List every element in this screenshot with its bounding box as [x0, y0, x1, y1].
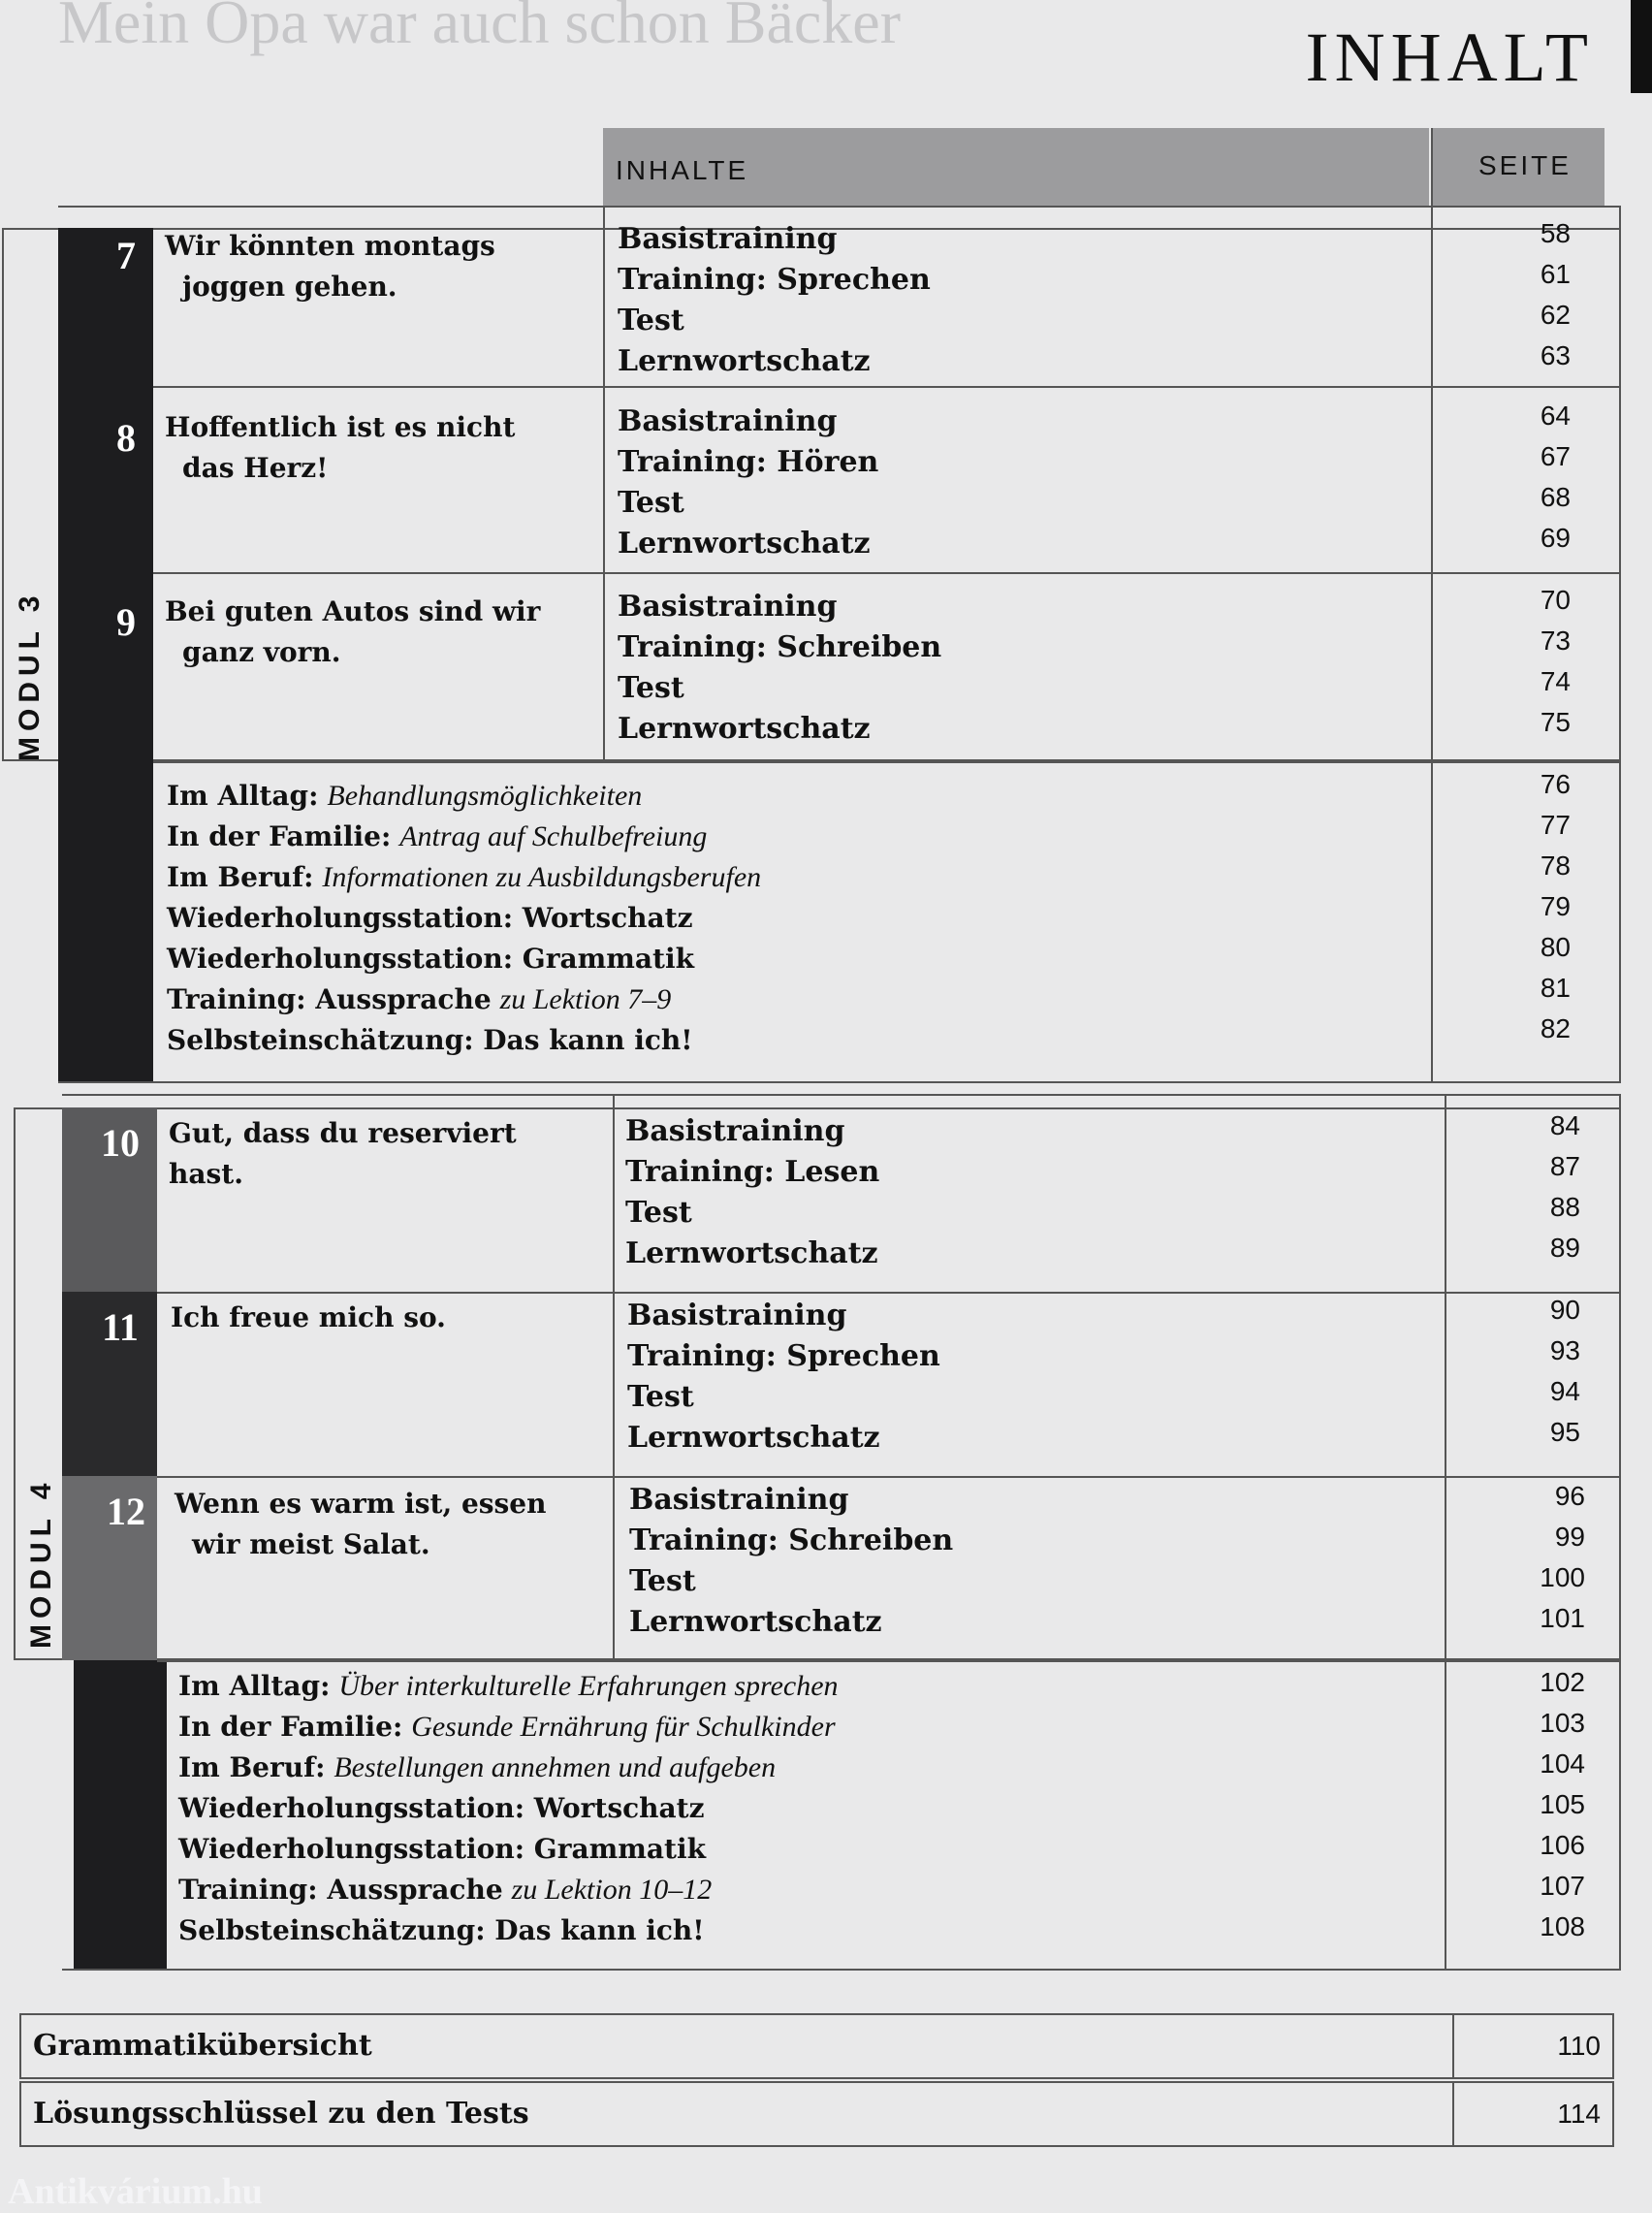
lesson-pages: 70 73 74 75 — [1540, 585, 1571, 737]
lesson-title: Wir könnten montags joggen gehen. — [165, 230, 495, 303]
lesson-pages: 58 61 62 63 — [1540, 218, 1571, 370]
lesson-title: Bei guten Autos sind wir ganz vorn. — [165, 595, 541, 668]
lesson-title: Hoffentlich ist es nicht das Herz! — [165, 411, 516, 484]
lesson-items: Basistraining Training: Hören Test Lernwortschatz — [618, 404, 879, 561]
lesson-number: 10 — [101, 1121, 140, 1165]
lesson-pages: 84 87 88 89 — [1549, 1110, 1580, 1263]
lesson-items: Basistraining Training: Schreiben Test Lernwortschatz — [629, 1483, 954, 1639]
lesson-items: Basistraining Training: Sprechen Test Lernwortschatz — [627, 1299, 940, 1455]
lesson-number: 9 — [116, 600, 136, 644]
lesson-number: 11 — [102, 1305, 139, 1349]
lesson-number: 8 — [116, 416, 136, 460]
page-title: INHALT — [1305, 18, 1594, 96]
lesson-pages: 64 67 68 69 — [1540, 401, 1571, 553]
modul-3-extras: Im Alltag: Behandlungsmöglichkeiten In der Familie: Antrag auf Schulbefreiung Im Beruf: Informationen zu Ausbildungsberufen Wiederholungsstation: Wortschatz Wiederholungsstation: Grammatik Training: Aussprache zu Lektion 7–9 Selbsteinschätzung: Das kann ich! — [167, 780, 762, 1056]
modul-4-extras-pages: 102 103 104 105 106 107 108 — [1540, 1667, 1585, 1941]
edge-tab — [1631, 0, 1652, 93]
column-header-page: SEITE — [1478, 150, 1572, 180]
lesson-title: Gut, dass du reserviert hast. — [169, 1117, 517, 1190]
column-header-bar — [603, 128, 1604, 206]
lesson-items: Basistraining Training: Lesen Test Lernwortschatz — [625, 1114, 880, 1270]
modul-4-extras: Im Alltag: Über interkulturelle Erfahrungen sprechen In der Familie: Gesunde Ernährung für Schulkinder Im Beruf: Bestellungen annehmen und aufgeben Wiederholungsstation: Wortschatz Wiederholungsstation: Grammatik Training: Aussprache zu Lektion 10–12 Selbsteinschätzung: Das kann ich! — [178, 1670, 839, 1946]
lesson-items: Basistraining Training: Schreiben Test Lernwortschatz — [618, 590, 942, 746]
lesson-number: 7 — [116, 234, 136, 277]
modul-4-label: MODUL 4 — [25, 1477, 57, 1649]
lesson-pages: 96 99 100 101 — [1540, 1481, 1585, 1633]
watermark: Antikvárium.hu — [8, 2171, 263, 2212]
lesson-pages: 90 93 94 95 — [1549, 1295, 1580, 1447]
footer-row-grammar: Grammatikübersicht 110 — [19, 2013, 1614, 2079]
lesson-number: 12 — [107, 1490, 145, 1533]
lesson-items: Basistraining Training: Sprechen Test Lernwortschatz — [618, 222, 931, 378]
modul-3-extras-pages: 76 77 78 79 80 81 82 — [1540, 769, 1571, 1043]
lesson-title: Ich freue mich so. — [171, 1301, 446, 1333]
footer-row-answer-key: Lösungsschlüssel zu den Tests 114 — [19, 2081, 1614, 2147]
modul-3-label: MODUL 3 — [14, 590, 46, 761]
bleed-through-text: Mein Opa war auch schon Bäcker — [58, 0, 901, 56]
column-header-contents: INHALTE — [616, 155, 749, 185]
lesson-title: Wenn es warm ist, essen wir meist Salat. — [175, 1488, 547, 1560]
